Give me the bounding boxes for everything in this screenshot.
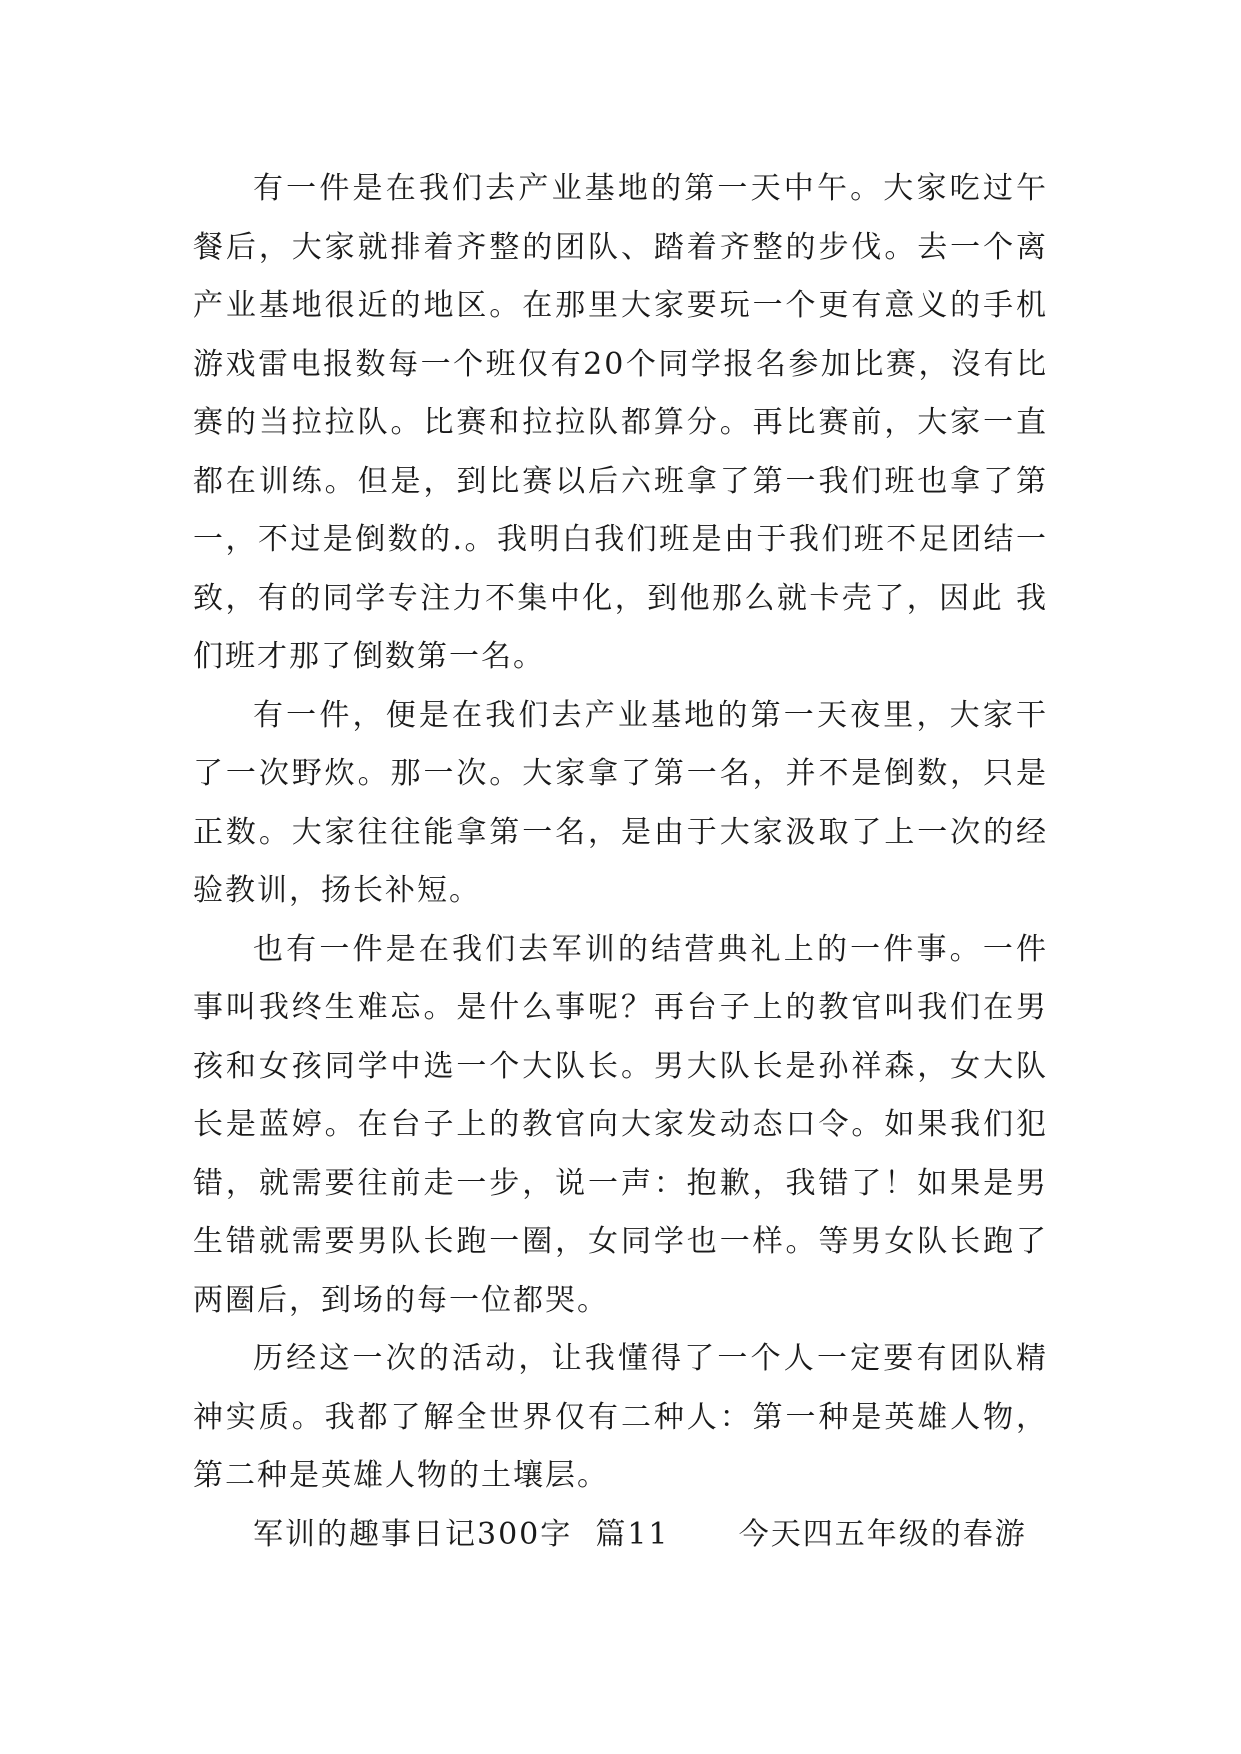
paragraph: 也有一件是在我们去军训的结营典礼上的一件事。一件事叫我终生难忘。是什么事呢？再台子上的教官叫我们在男孩和女孩同学中选一个大队长。男大队长是孙祥森，女大队长是蓝婷。在台子上的教官向大家发动态口令。如果我们犯错，就需要往前走一步，说一声：抱歉，我错了！如果是男生错就需要男队长跑一圈，女同学也一样。等男女队长跑了两圈后，到场的每一位都哭。 bbox=[193, 931, 1048, 1318]
document-body bbox=[193, 160, 1048, 1564]
paragraph: 军训的趣事日记300字 篇11 今天四五年级的春游 bbox=[253, 1516, 1027, 1552]
paragraph: 历经这一次的活动，让我懂得了一个人一定要有团队精神实质。我都了解全世界仅有二种人：第一种是英雄人物，第二种是英雄人物的土壤层。 bbox=[193, 1341, 1048, 1493]
paragraph: 有一件是在我们去产业基地的第一天中午。大家吃过午餐后，大家就排着齐整的团队、踏着齐整的步伐。去一个离产业基地很近的地区。在那里大家要玩一个更有意义的手机游戏雷电报数每一个班仅有20个同学报名参加比赛，沒有比赛的当拉拉队。比赛和拉拉队都算分。再比赛前，大家一直都在训练。但是，到比赛以后六班拿了第一我们班也拿了第一，不过是倒数的.。我明白我们班是由于我们班不足团结一致，有的同学专注力不集中化，到他那么就卡壳了，因此 我们班才那了倒数第一名。 bbox=[193, 171, 1048, 674]
paragraph: 有一件，便是在我们去产业基地的第一天夜里，大家干了一次野炊。那一次。大家拿了第一名，并不是倒数，只是正数。大家往往能拿第一名，是由于大家汲取了上一次的经验教训，扬长补短。 bbox=[193, 697, 1048, 908]
